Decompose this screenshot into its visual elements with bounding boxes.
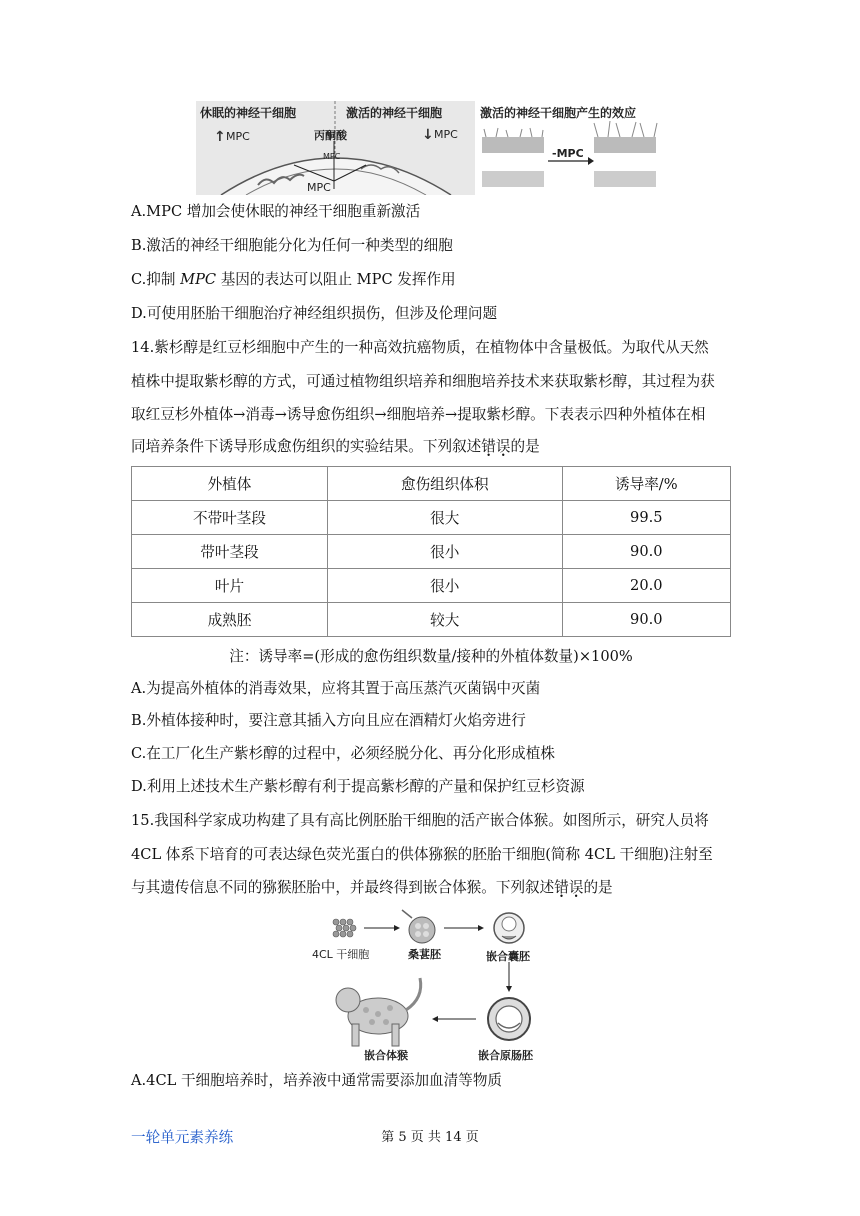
table-cell: 20.0 <box>562 569 730 603</box>
table-row <box>132 535 731 569</box>
q14-option-b: B.外植体接种时，要注意其插入方向且应在酒精灯火焰旁进行 <box>131 712 526 729</box>
table-cell: 较大 <box>327 603 562 637</box>
table-cell: 带叶茎段 <box>132 535 328 569</box>
q13-option-b: B.激活的神经干细胞能分化为任何一种类型的细胞 <box>131 237 453 254</box>
q14-stem-line2: 植株中提取紫杉醇的方式，可通过植物组织培养和细胞培养技术来获取紫杉醇，其过程为获 <box>131 373 715 390</box>
q13-option-c-pre: C.抑制 <box>131 271 181 288</box>
q14-stem-line1: 14.紫杉醇是红豆杉细胞中产生的一种高效抗癌物质，在植物体中含量极低。为取代从天然 <box>131 339 709 356</box>
q15-option-a: A.4CL 干细胞培养时，培养液中通常需要添加血清等物质 <box>131 1072 503 1089</box>
table-header-cell: 外植体 <box>132 467 328 501</box>
emphasis-char-1: 错 <box>554 879 569 896</box>
fig-label-morula: 桑葚胚 <box>408 948 441 961</box>
q15-stem-line1: 15.我国科学家成功构建了具有高比例胚胎干细胞的活产嵌合体猴。如图所示，研究人员将 <box>131 812 709 829</box>
up-arrow-icon: ↑ <box>214 129 226 145</box>
q13-option-c-post: 基因的表达可以阻止 MPC 发挥作用 <box>216 271 456 288</box>
q13-option-c <box>131 270 456 290</box>
q14-stem-line4 <box>131 437 540 457</box>
table-header-cell: 诱导率/% <box>562 467 730 501</box>
table-row <box>132 603 731 637</box>
mpc-up-label: MPC <box>226 130 250 143</box>
q13-option-d: D.可使用胚胎干细胞治疗神经组织损伤，但涉及伦理问题 <box>131 305 498 322</box>
chimera-monkey-figure <box>306 906 556 1064</box>
emphasis-char-1: 错 <box>481 438 496 455</box>
table-header-row <box>132 467 731 501</box>
emphasis-char-2: 误 <box>568 879 584 896</box>
right-title: 激活的神经干细胞产生的效应 <box>480 106 637 120</box>
neural-stem-cell-figure <box>196 101 668 195</box>
q15-stem-line2: 4CL 体系下培育的可表达绿色荧光蛋白的供体猕猴的胚胎干细胞(简称 4CL 干细胞)注射至 <box>131 846 713 863</box>
fig-label-chimeric-blastocyst: 嵌合囊胚 <box>486 950 530 963</box>
footer-series-title: 一轮单元素养练 <box>131 1129 234 1146</box>
table-cell: 很小 <box>327 535 562 569</box>
left-title: 休眠的神经干细胞 <box>200 106 297 120</box>
q15-stem-line3-pre: 与其遗传信息不同的猕猴胚胎中，并最终得到嵌合体猴。下列叙述 <box>131 879 555 896</box>
q14-stem-line4-pre: 同培养条件下诱导形成愈伤组织的实验结果。下列叙述 <box>131 438 482 455</box>
table-header-cell: 愈伤组织体积 <box>327 467 562 501</box>
q15-stem-line3 <box>131 878 613 898</box>
mpc-down-label: MPC <box>434 128 458 141</box>
q14-stem-line4-post: 的是 <box>510 438 540 455</box>
q14-option-a: A.为提高外植体的消毒效果，应将其置于高压蒸汽灭菌锅中灭菌 <box>131 680 541 697</box>
explant-table <box>131 466 731 637</box>
table-cell: 很小 <box>327 569 562 603</box>
table-cell: 90.0 <box>562 535 730 569</box>
down-arrow-icon: ↓ <box>422 127 434 143</box>
table-note: 注：诱导率=(形成的愈伤组织数量/接种的外植体数量)×100% <box>229 648 633 665</box>
fig-label-chimeric-monkey: 嵌合体猴 <box>364 1049 408 1062</box>
page-number: 第 5 页 共 14 页 <box>381 1130 479 1145</box>
table-cell: 叶片 <box>132 569 328 603</box>
q14-stem-line3: 取红豆杉外植体→消毒→诱导愈伤组织→细胞培养→提取紫杉醇。下表表示四种外植体在相 <box>131 406 706 423</box>
q14-option-d: D.利用上述技术生产紫杉醇有利于提高紫杉醇的产量和保护红豆杉资源 <box>131 778 585 795</box>
table-cell: 90.0 <box>562 603 730 637</box>
fig-label-4cl-stem-cell: 4CL 干细胞 <box>312 948 370 961</box>
fig-label-chimeric-gastrula: 嵌合原肠胚 <box>478 1049 533 1062</box>
q14-option-c: C.在工厂化生产紫杉醇的过程中，必须经脱分化、再分化形成植株 <box>131 745 555 762</box>
q15-stem-line3-post: 的是 <box>583 879 613 896</box>
minus-mpc-label: -MPC <box>552 147 584 160</box>
table-row <box>132 501 731 535</box>
table-cell: 成熟胚 <box>132 603 328 637</box>
table-cell: 99.5 <box>562 501 730 535</box>
mpc-inner-label: MPC <box>323 152 341 161</box>
pyruvate-label: 丙酮酸 <box>314 129 347 142</box>
mpc-center-label: MPC <box>307 181 331 194</box>
table-row <box>132 569 731 603</box>
table-cell: 不带叶茎段 <box>132 501 328 535</box>
table-cell: 很大 <box>327 501 562 535</box>
middle-title: 激活的神经干细胞 <box>346 106 443 120</box>
mpc-gene-italic: MPC <box>180 271 217 288</box>
q13-option-a: A.MPC 增加会使休眠的神经干细胞重新激活 <box>131 203 421 220</box>
emphasis-char-2: 误 <box>495 438 511 455</box>
